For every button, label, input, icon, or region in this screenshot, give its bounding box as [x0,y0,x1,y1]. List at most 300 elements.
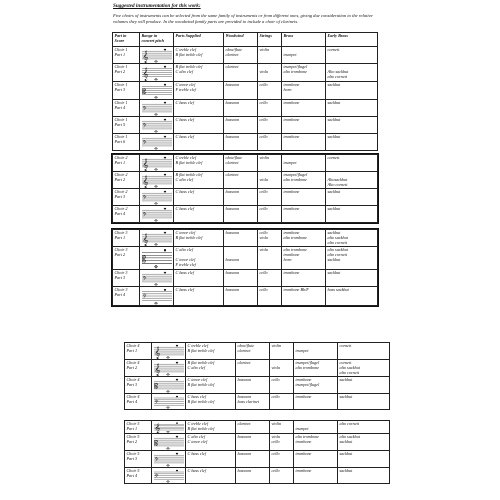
cell-line: C tenor clef [175,230,196,235]
cell-line: alto trombone [283,247,307,253]
choir-table-1 [112,32,378,151]
table-row [125,434,390,451]
cell-line: sackbut [339,377,353,383]
cell-line: Choir 4 [126,394,140,400]
cell-line: cello [271,468,280,473]
cell-line: bassoon [225,134,240,139]
cell-line: C tenor clef [187,438,208,444]
woodwind-cell [236,343,270,360]
parts-supplied-cell [174,134,224,151]
range-staff-treble [141,65,173,81]
parts-supplied-cell [186,434,236,451]
range-staff-alto [153,435,185,450]
part-cell [113,206,140,223]
header-brass: Brass [282,33,326,47]
cell-line: Choir 2 [114,172,128,177]
treble-clef-icon: 𝄞 [154,362,160,376]
cell-line: alto trombone [283,234,307,240]
cell-line: Part 2 [126,438,138,444]
parts-supplied-cell [186,394,236,410]
cell-line: sackbut [339,394,353,400]
woodwind-cell [236,421,270,434]
cell-line: Part 4 [126,472,138,478]
brass-cell [282,270,326,287]
cell-line: Altosackbut [327,176,348,182]
cell-line: sackbut [327,189,341,195]
table-row [113,82,378,100]
cell-line: sackbut [339,451,353,456]
woodwind-cell [224,270,258,287]
cell-line: trombone [283,134,300,139]
woodwind-cell [224,100,258,117]
cell-line: cello [259,134,268,139]
choir-table-5 [124,420,390,484]
cell-line: cello [259,117,268,122]
cell-line: Choir 3 [114,270,128,276]
cell-line: B flat treble clef [175,172,203,177]
early-brass-cell [326,189,378,206]
brass-cell [282,172,326,189]
brass-cell [282,189,326,206]
early-brass-cell [326,287,378,306]
header-woodwind: Woodwind [224,33,258,47]
cell-line: bassoon [237,468,252,473]
cell-line: clarinet [237,360,251,365]
early-brass-cell [326,206,378,223]
cell-line: alto trombone [283,68,307,74]
table-row [125,421,390,434]
woodwind-cell [224,134,258,151]
high-note-icon [163,118,165,120]
range-cell [152,468,186,484]
range-staff-treble [153,361,185,376]
cell-line: cello [271,451,280,456]
cell-line: Part 4 [114,292,126,298]
cell-line: C bass clef [187,468,206,473]
cell-line: Part 1 [114,234,126,240]
part-cell [125,343,152,360]
table-row [125,394,390,410]
cell-line: horn [283,256,292,262]
cell-line: Range in [141,33,158,38]
cell-line: trumpet [283,159,297,165]
part-cell [125,421,152,434]
bass-clef-icon: 𝄢 [154,399,158,407]
cell-line: Choir 1 [114,64,128,69]
range-cell [140,270,174,287]
parts-supplied-cell [186,360,236,377]
cell-line: Choir 5 [126,468,140,473]
cell-line: clarinet [225,172,239,177]
cell-line: alto cornett [327,252,347,258]
part-cell [113,100,140,117]
cell-line: clarinet [225,51,239,57]
woodwind-cell [236,468,270,484]
cell-line: Choir 2 [114,206,128,212]
cell-line: cello [259,82,268,87]
cell-line: sackbut [327,256,341,262]
cell-line: C bass clef [175,206,194,212]
strings-cell [258,155,282,172]
strings-cell [270,434,294,451]
cell-line: C alto clef [175,247,193,253]
brass-cell [282,134,326,151]
range-staff-bass [141,101,173,116]
header-strings: Strings [258,33,282,47]
woodwind-cell [224,64,258,82]
cell-line: trombone [283,270,300,276]
parts-supplied-cell [174,47,224,64]
early-brass-cell [326,155,378,172]
cell-line: Part 1 [114,51,126,57]
table-row [113,247,378,270]
cell-line: Choir 5 [126,451,140,456]
brass-cell [282,155,326,172]
cell-line: C bass clef [187,451,206,456]
brass-cell [282,247,326,270]
cell-line: B flat treble clef [175,51,203,57]
bass-clef-icon: 𝄢 [154,473,158,481]
alto-clef-icon: 𝄡 [154,383,158,391]
cell-line: alto sackbut [327,247,348,253]
cell-line: bassoon [225,189,240,195]
cell-line: sackbut [327,100,341,105]
high-note-icon [175,379,177,381]
table-row [113,47,378,64]
range-cell [140,117,174,134]
brass-cell [294,468,338,484]
brass-cell [282,287,326,306]
part-cell [113,230,140,247]
table-row [113,64,378,82]
strings-cell [258,134,282,151]
woodwind-cell [224,155,258,172]
cell-line: trombone [283,82,300,87]
high-note-icon [163,208,165,210]
bass-clef-icon: 𝄢 [142,195,146,203]
brass-cell [294,451,338,468]
cell-line: cornett [339,343,352,348]
range-cell [140,64,174,82]
parts-supplied-cell [186,343,236,360]
woodwind-cell [236,377,270,394]
table-row [113,134,378,151]
cell-line: bassoon [237,377,252,383]
cell-line: B flat treble clef [187,425,215,431]
header-part [113,33,140,47]
cell-line: Part 4 [114,104,126,110]
part-cell [113,64,140,82]
table-header-row [113,33,378,47]
part-cell [125,394,152,410]
bass-clef-icon: 𝄢 [142,122,146,130]
parts-supplied-cell [174,247,224,270]
strings-cell [258,47,282,64]
high-note-icon [175,469,177,471]
range-staff-bass [141,190,173,205]
cell-line: viola [259,247,268,253]
cell-line: bassoon [225,287,240,293]
cell-line: trombone [295,438,312,444]
cell-line: cello [259,189,268,195]
cell-line: Choir 4 [126,377,140,383]
cell-line: alto cornett [327,239,347,245]
cell-line: sackbut [339,468,353,473]
brass-cell [282,64,326,82]
cell-line: C bass clef [175,189,194,195]
range-cell [140,155,174,172]
part-cell [113,82,140,100]
parts-supplied-cell [174,206,224,223]
cell-line: Part in [114,33,127,38]
range-staff-treble [141,48,173,63]
strings-cell [258,287,282,306]
range-cell [140,287,174,306]
cell-line: cello [259,206,268,212]
parts-supplied-cell [186,468,236,484]
strings-cell [258,189,282,206]
part-cell [113,287,140,306]
cell-line: Choir 2 [114,189,128,195]
high-note-icon [163,173,165,175]
table-row [113,287,378,306]
cell-line: B flat treble clef [175,234,203,240]
cell-line: C alto clef [175,68,193,74]
bass-clef-icon: 𝄢 [142,292,146,302]
strings-cell [258,82,282,100]
cell-line: clarinet [225,64,239,69]
cell-line: Choir 2 [114,155,128,160]
cell-line: bassoon [225,230,240,235]
high-note-icon [163,83,165,85]
parts-supplied-cell [174,82,224,100]
strings-cell [258,206,282,223]
cell-line: trumpet [283,51,297,57]
cell-line: trombone [295,394,312,400]
cell-line: cello [271,394,280,400]
woodwind-cell [224,47,258,64]
cell-line: Choir 3 [114,230,128,235]
range-cell [152,451,186,468]
brass-cell [294,360,338,377]
cell-line: C tenor clef [175,256,196,262]
early-brass-cell [326,64,378,82]
bass-clef-icon: 𝄢 [142,276,146,284]
cell-line: trombone [283,189,300,195]
range-cell [140,47,174,64]
cell-line: Part 5 [114,121,126,127]
header-early-brass: Early Brass [326,33,378,47]
cell-line: viola [271,364,280,370]
strings-cell [258,117,282,134]
brass-cell [294,343,338,360]
part-cell [125,434,152,451]
cell-line: Part 4 [114,211,126,217]
cell-line: F treble clef [175,261,196,267]
woodwind-cell [224,287,258,306]
cell-line: concert pitch [141,37,164,43]
strings-cell [270,451,294,468]
cell-line: Choir 4 [126,360,140,365]
brass-cell [282,230,326,247]
early-brass-cell [338,343,390,360]
cell-line: trumpet/flugel [295,382,320,388]
cell-line: cello [259,287,268,293]
cell-line: Score [114,37,125,43]
cell-line: Alto sackbut [327,68,349,74]
high-note-icon [163,231,165,233]
strings-cell [270,343,294,360]
brass-cell [282,47,326,64]
range-cell [140,206,174,223]
parts-supplied-cell [174,117,224,134]
cell-line: bass clarinet [237,399,260,405]
cell-line: B flat treble clef [187,382,215,388]
range-staff-treble [141,231,173,246]
range-staff-bass [153,395,185,409]
high-note-icon [163,135,165,137]
cell-line: bassoon [225,206,240,212]
high-note-icon [163,249,165,251]
cell-line: trombone [283,230,300,235]
treble-clef-icon: 𝄞 [154,424,160,433]
cell-line: B flat treble clef [175,64,203,69]
part-cell [125,377,152,394]
table-row [113,189,378,206]
range-staff-bass [153,469,185,483]
cell-line: viola [259,234,268,240]
cell-line: C bass clef [175,134,194,139]
part-cell [125,360,152,377]
range-cell [140,82,174,100]
parts-supplied-cell [186,421,236,434]
parts-supplied-cell [174,100,224,117]
range-cell [140,189,174,206]
cell-line: trombone [295,468,312,473]
brass-cell [294,377,338,394]
cell-line: alto sackbut [339,434,360,439]
woodwind-cell [224,247,258,270]
early-brass-cell [326,134,378,151]
cell-line: alto trombone [295,434,319,439]
table-row [125,360,390,377]
parts-supplied-cell [174,155,224,172]
cell-line: Part 2 [114,176,126,182]
cell-line: violin [259,155,270,160]
range-staff-treble [141,156,173,171]
early-brass-cell [326,100,378,117]
cell-line: violin [271,421,282,426]
strings-cell [258,64,282,82]
cell-line: cello [259,100,268,105]
high-note-icon [175,435,177,437]
early-brass-cell [326,270,378,287]
strings-cell [258,270,282,287]
cell-line: cornett [339,360,352,365]
cell-line: bassoon [237,434,252,439]
early-brass-cell [326,172,378,189]
brass-cell [294,421,338,434]
instrumentation-title: Suggested instrumentation for this work: [113,3,201,9]
cell-line: alto sackbut [327,234,348,240]
cell-line: oboe/flute [225,155,243,160]
range-staff-bass [141,135,173,150]
cell-line: sackbut [327,270,341,276]
early-brass-cell [326,230,378,247]
part-cell [113,172,140,189]
header-range [140,33,174,47]
cell-line: trombone [283,117,300,122]
part-cell [113,189,140,206]
cell-line: viola [271,434,280,439]
woodwind-cell [224,82,258,100]
cell-line: trombone [283,252,300,258]
range-staff-treble [141,173,173,188]
strings-cell [258,247,282,270]
cell-line: C tenor clef [175,82,196,87]
cell-line: Choir 1 [114,47,128,52]
cell-line: C alto clef [187,364,205,370]
treble-clef-icon: 𝄞 [142,232,148,246]
brass-cell [294,434,338,451]
woodwind-cell [236,451,270,468]
table-row [113,155,378,172]
cell-line: clarinet [237,421,251,426]
brass-cell [294,394,338,410]
range-cell [152,421,186,434]
cell-line: horn [283,86,292,92]
cell-line: sackbut [327,230,341,235]
cell-line: sackbut [327,117,341,122]
cell-line: C bass clef [175,287,194,293]
part-cell [113,247,140,270]
high-note-icon [163,48,165,50]
header-parts-supplied: Parts Supplied [174,33,224,47]
range-cell [152,434,186,451]
range-cell [140,100,174,117]
cell-line: Choir 1 [114,134,128,139]
cell-line: trumpet/flugel [283,172,308,177]
table-row [125,343,390,360]
part-cell [125,451,152,468]
table-row [113,270,378,287]
cell-line: trumpet [295,425,309,431]
cell-line: sackbut [327,82,341,87]
cell-line: C bass clef [175,270,194,276]
cell-line: oboe/flute [237,343,255,348]
cell-line: trombone Bb/F [283,287,309,293]
cell-line: oboe/flute [225,47,243,52]
cell-line: alto trombone [295,364,319,370]
cell-line: C bass clef [187,394,206,400]
table-row [113,117,378,134]
range-staff-treble [153,422,185,433]
cell-line: F treble clef [175,86,196,92]
strings-cell [270,377,294,394]
table-row [125,468,390,484]
bass-clef-icon: 𝄢 [142,212,146,220]
cell-line: Choir 1 [114,100,128,105]
cell-line: trombone [283,206,300,212]
cell-line: Part 3 [126,455,138,461]
range-staff-bass [141,271,173,286]
cell-line: clarinet [225,159,239,165]
woodwind-cell [224,189,258,206]
table-row [113,172,378,189]
strings-cell [270,360,294,377]
cell-line: cornett [327,155,340,160]
range-staff-bass [141,118,173,133]
